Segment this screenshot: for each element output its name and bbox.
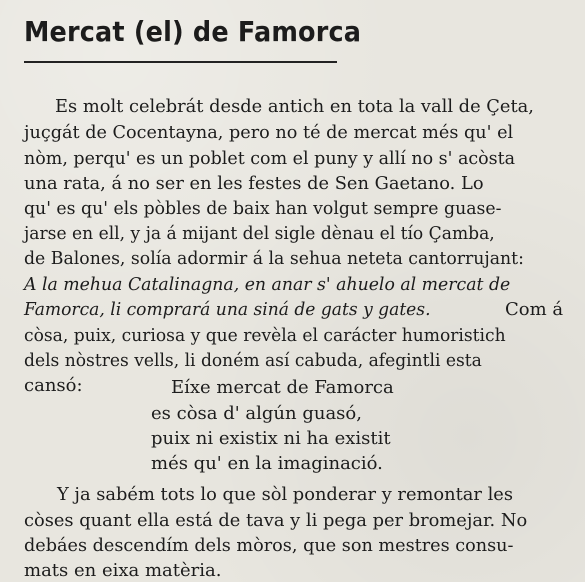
paragraph-line: Y ja sabém tots lo que sòl ponderar y remontar les (57, 484, 513, 505)
italic-line: A la mehua Catalinagna, en anar s' ahuelo al mercat de (24, 274, 511, 295)
paragraph-line: qu' es qu' els pòbles de baix han volgut sempre guase- (24, 198, 502, 219)
paragraph-line: Es molt celebrát desde antich en tota la vall de Çeta, (55, 96, 534, 117)
paragraph-line: mats en eixa matèria. (24, 560, 222, 581)
paragraph-line: còses quant ella está de tava y li pega per bromejar. No (24, 510, 528, 531)
verse-line: més qu' en la imaginació. (151, 453, 383, 474)
article-title: Mercat (el) de Famorca (24, 15, 362, 48)
paragraph-line: juçgát de Cocentayna, pero no té de mercat més qu' el (24, 122, 514, 143)
paragraph-line: jarse en ell, y ja á mijant del sigle dènau el tío Çamba, (24, 223, 495, 244)
paragraph-line: una rata, á no ser en les festes de Sen Gaetano. Lo (24, 173, 484, 194)
paragraph-line: de Balones, solía adormir á la sehua neteta cantorrujant: (24, 248, 524, 269)
title-underline (24, 61, 337, 63)
verse-line: es còsa d' algún guasó, (151, 403, 362, 424)
paragraph-line: cansó: (24, 375, 83, 396)
paragraph-line: còsa, puix, curiosa y que revèla el carácter humoristich (24, 325, 506, 346)
paragraph-line-tail: Com á (505, 299, 564, 320)
verse-line: Eíxe mercat de Famorca (171, 377, 394, 398)
paragraph-line: dels nòstres vells, li doném así cabuda, afegintli esta (24, 350, 482, 371)
paragraph-line: debáes descendím dels mòros, que son mestres consu- (24, 535, 514, 556)
verse-line: puix ni existix ni ha existit (151, 428, 391, 449)
paragraph-line: nòm, perqu' es un poblet com el puny y allí no s' acòsta (24, 148, 516, 169)
italic-line: Famorca, li comprará una siná de gats y gates. (24, 299, 431, 320)
